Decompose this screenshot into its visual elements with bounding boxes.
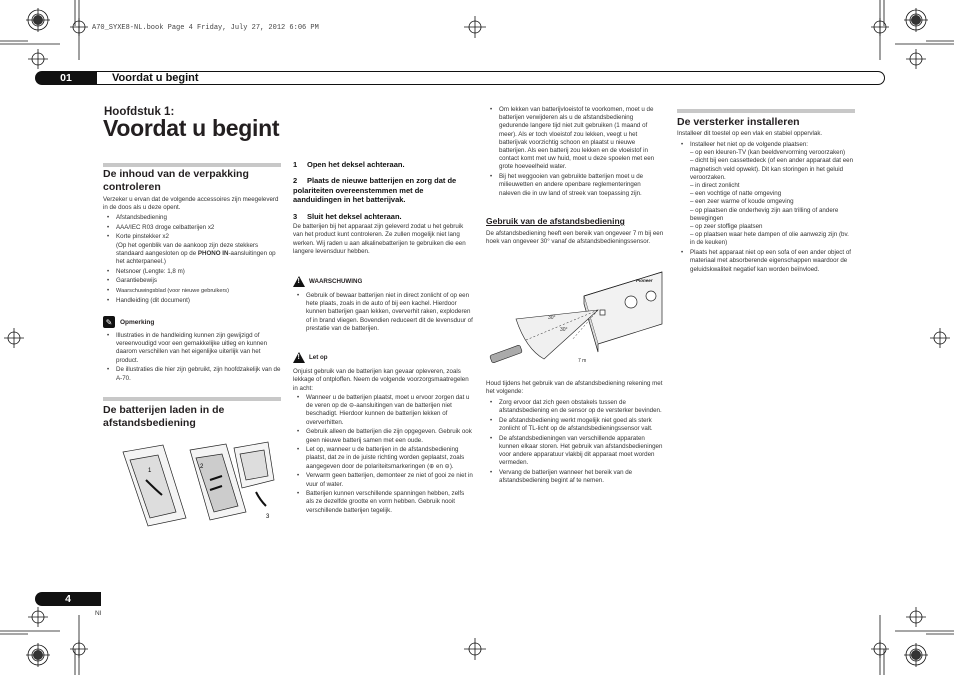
section-rule bbox=[677, 109, 855, 113]
list-item: • Illustraties in de handleiding kunnen zijn gewijzigd of vereenvoudigd voor een gemakkelijke uitleg en kunnen daarom verschillen van het eigenlijke uiterlijk van het product. bbox=[103, 332, 281, 365]
registration-target-icon bbox=[871, 640, 889, 658]
list-item: • AAA/IEC R03 droge celbatterijen x2 bbox=[103, 224, 281, 232]
step-2 bbox=[293, 176, 473, 205]
angle-label: 30° bbox=[560, 327, 568, 333]
list-item bbox=[677, 141, 855, 248]
list-item: • De illustraties die hier zijn gebruikt, zijn hoofdzakelijk van de A-70. bbox=[103, 366, 281, 382]
list-item: • Vervang de batterijen wanneer het bereik van de afstandsbediening begint af te nemen. bbox=[486, 469, 664, 485]
step-text: Sluit het deksel achteraan. bbox=[307, 212, 402, 221]
pack-intro: Verzeker u ervan dat de volgende accessoires zijn meegeleverd in de doos als u deze opent. bbox=[103, 196, 279, 212]
install-sublist bbox=[690, 149, 855, 247]
remote-intro: De afstandsbediening heeft een bereik van ongeveer 7 m bij een hoek van ongeveer 30° vanaf de afstandsbedieningssensor. bbox=[486, 230, 664, 246]
list-item bbox=[103, 233, 281, 266]
figure-step-label: 1 bbox=[148, 468, 152, 474]
registration-target-icon bbox=[70, 640, 88, 658]
install-intro: Installeer dit toestel op een vlak en stabiel oppervlak. bbox=[677, 130, 823, 137]
list-item: • Plaats het apparaat niet op een sofa of een ander object of materiaal met absorberende eigenschappen waardoor de geluidskwaliteit negatief kan worden beïnvloed. bbox=[677, 249, 855, 274]
section-rule bbox=[103, 163, 281, 167]
pack-list bbox=[103, 214, 281, 307]
remote-control-icon bbox=[490, 345, 523, 363]
registration-target-icon bbox=[28, 49, 48, 69]
list-item: • Waarschuwingsblad (voor nieuwe gebruikers) bbox=[103, 287, 281, 295]
sublist-item: – in direct zonlicht bbox=[690, 182, 740, 190]
chapter-label: Hoofdstuk 1: bbox=[104, 106, 175, 118]
registration-target-icon bbox=[464, 638, 486, 660]
registration-target-icon bbox=[906, 607, 926, 627]
pinplug-note-b: -aansluitingen op het achterpaneel.) bbox=[116, 249, 276, 266]
note-label: Opmerking bbox=[120, 318, 155, 326]
install-list bbox=[677, 141, 855, 275]
list-item: • De afstandsbediening werkt mogelijk niet goed als sterk zonlicht of TL-licht op de afstandsbedieningssensor valt. bbox=[486, 417, 664, 433]
print-slug: A70_SYXE8-NL.book Page 4 Friday, July 27, 2012 6:06 PM bbox=[92, 24, 319, 32]
step-number: 1 bbox=[293, 160, 298, 169]
angle-label: 30° bbox=[548, 315, 556, 321]
chapter-number-tab: 01 bbox=[35, 71, 97, 85]
figure-step-label: 2 bbox=[200, 464, 204, 470]
warning-list bbox=[293, 292, 473, 335]
list-item: • Afstandsbediening bbox=[103, 214, 281, 222]
list-item: • Om lekken van batterijvloeistof te voorkomen, moet u de batterijen verwijderen als u de afstandsbediening gedurende langere tijd niet zult gebruiken (1 maand of meer). Als er toch vloeistof zou lekken, veegt u het batterijvak voorzichtig schoon en plaatst u nieuwe batterijen. Als een batterij zou lekken en de vloeistof in contact komt met uw huid, moet u deze spoelen met een grote hoeveelheid water. bbox=[486, 106, 664, 172]
page-title: Voordat u begint bbox=[103, 115, 280, 141]
remote-list bbox=[486, 399, 664, 487]
section-heading-pack: De inhoud van de verpakking controleren bbox=[103, 168, 249, 193]
note-pencil-icon: ✎ bbox=[103, 316, 115, 328]
sublist-item: – op plaatsen die onderhevig zijn aan trilling of andere bewegingen bbox=[690, 206, 839, 222]
pinplug-note-a: (Op het ogenblik van de aankoop zijn deze stekkers standaard aangesloten op de bbox=[116, 241, 259, 257]
list-item: • Wanneer u de batterijen plaatst, moet u ervoor zorgen dat u de veren op de ⊖-aansluitingen van de batterijen niet beschadigt. Hierdoor kunnen de batterijen lekken of oververhitten. bbox=[293, 394, 473, 427]
sublist-item: – op een kleuren-TV (kan beeldvervorming veroorzaken) bbox=[690, 149, 846, 157]
step-number: 2 bbox=[293, 176, 298, 185]
battery-loading-illustration bbox=[118, 440, 278, 530]
sublist-item: – op zeer stoffige plaatsen bbox=[690, 223, 763, 231]
pinplug-note bbox=[116, 242, 276, 265]
registration-target-icon bbox=[930, 328, 950, 348]
section-heading-install: De versterker installeren bbox=[677, 116, 800, 128]
list-item: • Netsnoer (Lengte: 1,8 m) bbox=[103, 268, 281, 276]
list-item: • Garantiebewijs bbox=[103, 277, 281, 285]
section-heading-battery: De batterijen laden in de afstandsbediening bbox=[103, 404, 225, 429]
step3-body: De batterijen bij het apparaat zijn geleverd zodat u het gebruik van het product kunt controleren. Ze zullen mogelijk niet lang werken. Wij raden u aan alkalinebatterijen te gebruiken die een langere levensduur hebben. bbox=[293, 223, 466, 255]
list-item: • Gebruik alleen de batterijen die zijn opgegeven. Gebruik ook geen nieuwe batterij samen met een oude. bbox=[293, 428, 473, 444]
warning-triangle-icon bbox=[293, 276, 305, 287]
caution-intro: Onjuist gebruik van de batterijen kan gevaar opleveren, zoals lekkage of ontploffen. Neem de volgende voorzorgsmaatregelen in acht: bbox=[293, 368, 469, 392]
battery-care-list bbox=[486, 106, 664, 199]
header-title: Voordat u begint bbox=[112, 72, 199, 84]
note-header bbox=[103, 316, 154, 328]
caution-header bbox=[293, 352, 328, 363]
warning-label: WAARSCHUWING bbox=[309, 278, 363, 285]
step-number: 3 bbox=[293, 212, 298, 221]
sublist-item: – een zeer warme of koude omgeving bbox=[690, 198, 794, 206]
registration-target-icon bbox=[28, 607, 48, 627]
page-language: Nl bbox=[95, 610, 102, 617]
header-frame bbox=[97, 71, 885, 85]
sublist-item: – dicht bij een cassettedeck (of een ander apparaat dat een magnetisch veld opwekt). Dit kan storingen in het geluid veroorzaken. bbox=[690, 157, 854, 181]
remote-range-illustration bbox=[486, 264, 664, 374]
figure-step-label: 3 bbox=[266, 514, 270, 520]
list-item-text: Korte pinstekker x2 bbox=[116, 233, 169, 241]
registration-target-icon bbox=[70, 18, 88, 36]
section-heading-remote: Gebruik van de afstandsbediening bbox=[486, 216, 625, 226]
list-item: • Verwarm geen batterijen, demonteer ze niet of gooi ze niet in vuur of water. bbox=[293, 472, 473, 488]
list-item: • Let op, wanneer u de batterijen in de afstandsbediening plaatst, dat ze in de juiste richting worden geplaatst, zoals aangegeven door de polariteitsmarkeringen (⊕ en ⊖). bbox=[293, 446, 473, 471]
section-rule bbox=[103, 397, 281, 401]
brand-logo: Pioneer bbox=[636, 278, 653, 283]
caution-list bbox=[293, 394, 473, 516]
registration-target-icon bbox=[4, 328, 24, 348]
pinplug-note-bold: PHONO IN bbox=[197, 249, 229, 257]
step-text: Open het deksel achteraan. bbox=[307, 160, 405, 169]
list-item: • Gebruik of bewaar batterijen niet in direct zonlicht of op een hete plaats, zoals in de auto of bij een kachel. Hierdoor kunnen batterijen gaan lekken, oververhit raken, exploderen of in brand vliegen. Bovendien reduceert dit de levensduur of prestatie van de batterijen. bbox=[293, 292, 473, 333]
remote-lead: Houd tijdens het gebruik van de afstandsbediening rekening met het volgende: bbox=[486, 380, 663, 396]
list-item: • Zorg ervoor dat zich geen obstakels tussen de afstandsbediening en de sensor op de versterker bevinden. bbox=[486, 399, 664, 415]
list-item: • Bij het weggooien van gebruikte batterijen moet u de milieuwetten en andere openbare reglementeringen naleven die in uw land of streek van toepassing zijn. bbox=[486, 173, 664, 198]
list-item: • De afstandsbedieningen van verschillende apparaten kunnen elkaar storen. Het gebruik van afstandsbedieningen voor andere apparatuur vlakbij dit apparaat moet worden vermeden. bbox=[486, 435, 664, 468]
step-1 bbox=[293, 160, 473, 170]
sublist-item: – op plaatsen waar hete dampen of olie aanwezig zijn (bv. in de keuken) bbox=[690, 231, 849, 247]
registration-target-icon bbox=[464, 16, 486, 38]
page-number: 4 bbox=[35, 592, 101, 606]
sublist-item: – een vochtige of natte omgeving bbox=[690, 190, 782, 198]
step-text: Plaats de nieuwe batterijen en zorg dat de polariteiten overeenstemmen met de aanduidingen in het batterijvak. bbox=[293, 176, 457, 204]
registration-target-icon bbox=[906, 49, 926, 69]
list-item-text: Installeer het niet op de volgende plaatsen: bbox=[690, 141, 808, 148]
note-list bbox=[103, 332, 281, 384]
list-item: • Batterijen kunnen verschillende spanningen hebben, zelfs als ze dezelfde grootte en vorm hebben. Gebruik nooit verschillende batterijen tegelijk. bbox=[293, 490, 473, 515]
caution-triangle-icon bbox=[293, 352, 305, 363]
step-3 bbox=[293, 212, 473, 222]
list-item: • Handleiding (dit document) bbox=[103, 297, 281, 305]
distance-label: 7 m bbox=[578, 358, 587, 364]
registration-target-icon bbox=[871, 18, 889, 36]
caution-label: Let op bbox=[309, 354, 328, 361]
warning-header bbox=[293, 276, 362, 287]
